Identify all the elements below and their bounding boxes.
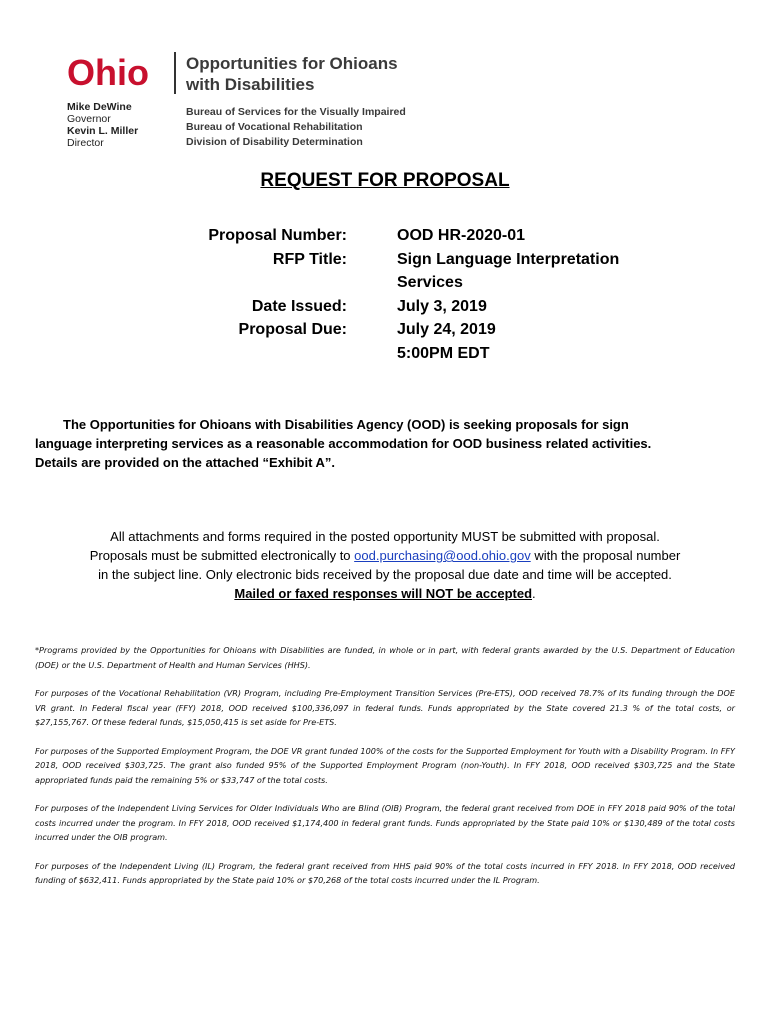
funding-note: For purposes of the Independent Living (IL) Program, the federal grant received from HHS paid 90% of the total costs incurred in FFY 2018. In FFY 2018, OOD received funding of $632,411. Funds appropriated by the State paid 10% or $70,268 of the total costs incurred under the IL Program.: [35, 860, 735, 885]
submission-line: All attachments and forms required in the posted opportunity MUST be submitted with proposal.: [110, 529, 660, 544]
purchasing-email-link[interactable]: ood.purchasing@ood.ohio.gov: [354, 548, 531, 563]
funding-note: *Programs provided by the Opportunities for Ohioans with Disabilities are funded, in whole or in part, with federal grants awarded by the U.S. Department of Education (DOE) or the U.S. Department of Health and Human Services (HHS).: [35, 645, 735, 670]
rfp-title-label: RFP Title:: [272, 250, 347, 268]
governor-name: Mike DeWine: [67, 101, 132, 113]
submission-line: in the subject line. Only electronic bids received by the proposal due date and time will be accepted.: [98, 567, 672, 582]
bureau-item: Bureau of Services for the Visually Impaired: [186, 106, 406, 118]
bureau-list: [186, 105, 406, 150]
funding-note: For purposes of the Vocational Rehabilitation (VR) Program, including Pre-Employment Transition Services (Pre-ETS), OOD received 78.7% of its funding through the DOE VR grant. In Federal fiscal year (FFY) 2018, OOD received $100,336,097 in federal funds. Funds appropriated by the State covered 21.3 % of the total costs, or $27,155,767. Of these federal funds, $15,050,415 is set aside for Pre-ETS.: [35, 688, 735, 727]
agency-name-line2: with Disabilities: [186, 75, 315, 94]
ohio-logo: [67, 54, 165, 94]
proposal-number-value: OOD HR-2020-01: [397, 227, 526, 244]
proposal-due-date: July 24, 2019: [397, 321, 496, 338]
proposal-info-values: [397, 224, 697, 365]
officials-block: [67, 101, 138, 149]
date-issued-value: July 3, 2019: [397, 297, 487, 315]
proposal-number-label: Proposal Number:: [208, 227, 347, 244]
submission-line-text: Proposals must be submitted electronically to: [89, 548, 355, 563]
director-title: Director: [67, 137, 104, 149]
bureau-item: Bureau of Vocational Rehabilitation: [186, 121, 363, 133]
warning-period: .: [532, 586, 536, 601]
funding-note: For purposes of the Supported Employment Program, the DOE VR grant funded 100% of the costs for the Supported Employment for Youth with a Disability Program. In FFY 2018, OOD received $303,725. The grant also funded 95% of the Supported Employment Program (non-Youth). In FFY 2018, OOD received $303,725 and the State appropriated funds paid the remaining 5% or $33,747 of the total costs.: [35, 745, 735, 785]
agency-name-line1: Opportunities for Ohioans: [186, 54, 398, 73]
submission-line-text: with the proposal number: [530, 548, 681, 563]
date-issued-label: Date Issued:: [251, 297, 347, 315]
bureau-item: Division of Disability Determination: [186, 136, 363, 148]
proposal-due-time: 5:00PM EDT: [397, 344, 490, 362]
funding-note: For purposes of the Independent Living Services for Older Individuals Who are Blind (OIB) Program, the federal grant received from DOE in FFY 2018 paid 90% of the total costs incurred under the program. In FFY 2018, OOD received $1,174,400 in federal grant funds. Funds appropriated by the State paid 10% or $130,489 of the total costs incurred under the OIB program.: [35, 803, 735, 842]
rfp-title-value-line2: Services: [397, 274, 463, 291]
proposal-info-labels: [208, 224, 347, 342]
agency-name: [186, 53, 398, 95]
intro-line: Details are provided on the attached “Exhibit A”.: [35, 455, 336, 470]
funding-notes: [35, 643, 735, 902]
mail-fax-warning: Mailed or faxed responses will NOT be accepted: [234, 586, 533, 601]
document-title: REQUEST FOR PROPOSAL: [260, 170, 510, 191]
intro-paragraph: [35, 415, 735, 472]
director-name: Kevin L. Miller: [67, 125, 139, 137]
ohio-logo-text: Ohio: [67, 54, 149, 93]
logo-divider: [174, 52, 176, 94]
governor-title: Governor: [67, 113, 111, 125]
intro-line: The Opportunities for Ohioans with Disabilities Agency (OOD) is seeking proposals for sign: [63, 417, 629, 432]
proposal-due-label: Proposal Due:: [238, 321, 347, 338]
submission-instructions: [35, 527, 735, 603]
intro-line: language interpreting services as a reasonable accommodation for OOD business related activities.: [35, 436, 652, 451]
rfp-title-value-line1: Sign Language Interpretation: [397, 250, 620, 268]
